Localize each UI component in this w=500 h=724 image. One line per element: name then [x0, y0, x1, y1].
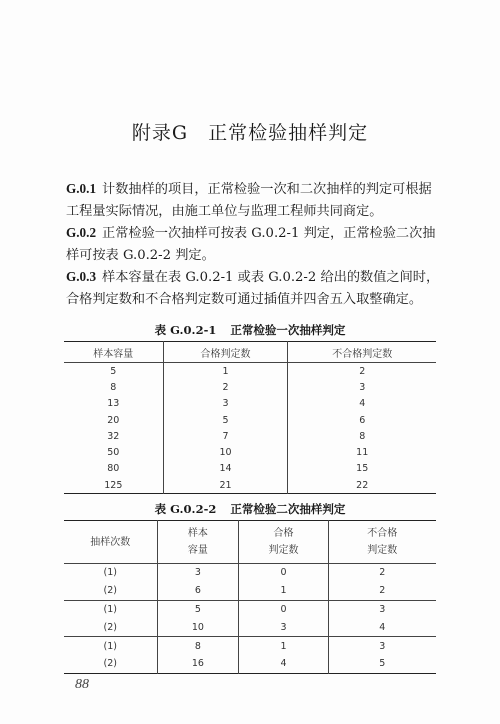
- table-row: [64, 564, 436, 582]
- clause-number: G.0.2: [66, 225, 97, 240]
- table-cell: 5: [163, 412, 288, 428]
- clause-g01: [66, 178, 440, 222]
- table-cell: 15: [288, 461, 436, 477]
- table-cell: (2): [64, 582, 157, 600]
- table2-caption-title: 正常检验二次抽样判定: [230, 502, 346, 516]
- table-cell: 3: [239, 618, 328, 636]
- table-cell: 8: [288, 428, 436, 444]
- table-row: [64, 412, 436, 428]
- table-cell: (2): [103, 658, 117, 670]
- table-cell: 1: [163, 363, 288, 380]
- table-cell: 50: [107, 447, 120, 459]
- table-cell: 2: [163, 379, 288, 395]
- table-cell: 21: [163, 477, 288, 494]
- table-cell: 4: [239, 655, 328, 673]
- table-cell: 0: [239, 564, 328, 582]
- table-row: [64, 428, 436, 444]
- table-row: [64, 477, 436, 494]
- column-header: [157, 521, 239, 564]
- column-header: 样本容量: [64, 342, 163, 363]
- column-header-line: 容量: [187, 545, 208, 556]
- table-cell: 6: [157, 582, 239, 600]
- column-header-line: 抽样次数: [90, 536, 131, 548]
- table-cell: (1): [103, 640, 117, 652]
- column-header-line: 判定数: [268, 545, 299, 556]
- table-cell: 10: [163, 444, 288, 460]
- table-row: [64, 396, 436, 412]
- clause-number: G.0.3: [66, 269, 97, 284]
- appendix-title: 附录G 正常检验抽样判定: [131, 122, 369, 144]
- table-cell: 7: [163, 428, 288, 444]
- table-cell: 80: [107, 463, 120, 475]
- table-cell: 3: [157, 564, 239, 582]
- column-header-line: 合格: [273, 528, 294, 539]
- table-cell: (2): [64, 618, 157, 636]
- table1-caption-number: 表 G.0.2-1: [154, 323, 217, 337]
- table-row: [64, 600, 436, 618]
- table-cell: (1): [103, 603, 117, 615]
- table-cell: 10: [157, 618, 239, 636]
- clause-text: 计数抽样的项目，正常检验一次和二次抽样的判定可根据工程量实际情况，由施工单位与监理工程师共同商定。: [66, 182, 432, 219]
- table-cell: 32: [107, 430, 120, 442]
- table-row: [64, 379, 436, 395]
- clause-number: G.0.1: [66, 181, 97, 196]
- column-header-line: 样本: [187, 528, 208, 539]
- table-row: [64, 582, 436, 600]
- table1-caption: [0, 322, 500, 338]
- table-cell: 0: [239, 600, 328, 618]
- table-cell: 3: [328, 637, 436, 655]
- column-header: 不合格判定数: [288, 342, 436, 363]
- clause-g02: [66, 222, 440, 266]
- clause-g03: [66, 266, 440, 310]
- page-number: 88: [75, 677, 89, 692]
- column-header-line: 判定数: [367, 545, 398, 556]
- table-cell: 2: [328, 582, 436, 600]
- table1-caption-title: 正常检验一次抽样判定: [230, 323, 346, 337]
- single-sampling-table: [64, 341, 436, 494]
- table-cell: 14: [163, 461, 288, 477]
- table-cell: 5: [110, 365, 117, 377]
- table-cell: 4: [328, 618, 436, 636]
- table-cell: 6: [288, 412, 436, 428]
- clause-text: 样本容量在表 G.0.2-1 或表 G.0.2-2 给出的数值之间时，合格判定数和不合格判定数可通过插值并四舍五入取整确定。: [66, 270, 440, 307]
- table-cell: 125: [104, 479, 123, 491]
- table-cell: 3: [163, 396, 288, 412]
- clause-text: 正常检验一次抽样可按表 G.0.2-1 判定，正常检验二次抽样可按表 G.0.2-2 判定。: [66, 226, 436, 263]
- column-header: [328, 521, 436, 564]
- table-cell: 22: [288, 477, 436, 494]
- table-row: [64, 618, 436, 636]
- table-cell: 11: [288, 444, 436, 460]
- table-cell: 8: [157, 637, 239, 655]
- table-row: [64, 363, 436, 380]
- table-cell: 2: [288, 363, 436, 380]
- table-row: [64, 637, 436, 655]
- table-header-row: [64, 521, 436, 564]
- column-header-line: 不合格: [367, 528, 398, 539]
- table-cell: 4: [288, 396, 436, 412]
- table-cell: 5: [157, 600, 239, 618]
- table-cell: 16: [157, 655, 239, 673]
- table-cell: 20: [107, 414, 120, 426]
- table-cell: (1): [103, 567, 117, 579]
- table-cell: 5: [328, 655, 436, 673]
- table-header-row: [64, 342, 436, 363]
- table2-caption-number: 表 G.0.2-2: [154, 502, 217, 516]
- table-cell: 8: [110, 381, 117, 393]
- table-row: [64, 461, 436, 477]
- column-header: [239, 521, 328, 564]
- column-header: [64, 521, 157, 564]
- table-cell: 3: [328, 600, 436, 618]
- table2-caption: [0, 501, 500, 517]
- table-row: [64, 444, 436, 460]
- table-cell: 1: [239, 582, 328, 600]
- table-cell: 2: [328, 564, 436, 582]
- table-cell: 1: [239, 637, 328, 655]
- double-sampling-table: [64, 520, 436, 674]
- clause-list: [66, 178, 440, 310]
- table-cell: 13: [107, 398, 120, 410]
- table-row: [64, 655, 436, 673]
- column-header: 合格判定数: [163, 342, 288, 363]
- table-cell: 3: [288, 379, 436, 395]
